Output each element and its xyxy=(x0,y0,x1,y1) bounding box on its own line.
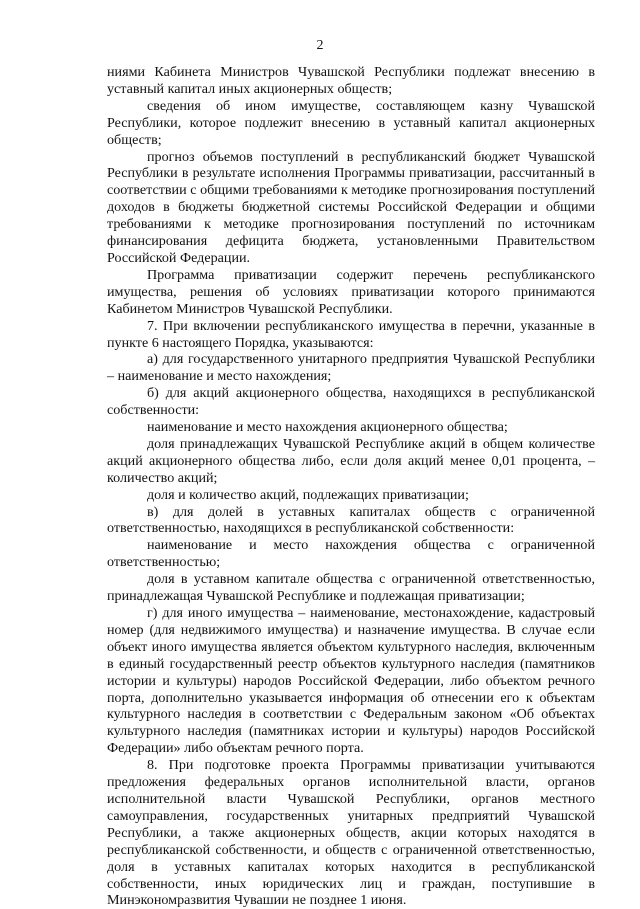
paragraph-llc-share: доля в уставном капитале общества с ограниченной ответственностью, принадлежащая Чувашской Республике и подлежащая приватизации; xyxy=(107,571,595,605)
paragraph-llc-name: наименование и место нахождения общества с ограниченной ответственностью; xyxy=(107,537,595,571)
document-body xyxy=(107,64,595,909)
paragraph-item-7a: а) для государственного унитарного предприятия Чувашской Республики – наименование и место нахождения; xyxy=(107,351,595,385)
paragraph-item-8: 8. При подготовке проекта Программы приватизации учитываются предложения федеральных органов исполнительной власти, органов исполнительной власти Чувашской Республики, органов местного самоуправления, государственных унитарных предприятий Чувашской Республики, а также акционерных обществ, акции которых находятся в республиканской собственности, и обществ с ограниченной ответственностью, доля в уставных капиталах которых находится в республиканской собственности, иных юридических лиц и граждан, поступившие в Минэкономразвития Чувашии не позднее 1 июня. xyxy=(107,757,595,909)
paragraph-continuation: ниями Кабинета Министров Чувашской Республики подлежат внесению в уставный капитал иных акционерных обществ; xyxy=(107,64,595,97)
paragraph-item-7: 7. При включении республиканского имущества в перечни, указанные в пункте 6 настоящего Порядка, указываются: xyxy=(107,317,595,351)
page-number: 2 xyxy=(316,38,324,53)
paragraph-revenue-forecast: прогноз объемов поступлений в республиканский бюджет Чувашской Республики в результате исполнения Программы приватизации, рассчитанный в соответствии с общими требованиями к методике прогнозирования поступлений доходов в бюджеты бюджетной системы Российской Федерации и общими требованиями к методике прогнозирования поступлений по источникам финансирования дефицита бюджета, установленными Правительством Российской Федерации. xyxy=(107,148,595,266)
paragraph-jsc-share: доля принадлежащих Чувашской Республике акций в общем количестве акций акционерного общества либо, если доля акций менее 0,01 процента, – количество акций; xyxy=(107,435,595,486)
paragraph-program-list: Программа приватизации содержит перечень республиканского имущества, решения об условиях приватизации которого принимаются Кабинетом Министров Чувашской Республики. xyxy=(107,266,595,317)
paragraph-item-7b: б) для акций акционерного общества, находящихся в республиканской собственности: xyxy=(107,385,595,419)
paragraph-jsc-shares-privatized: доля и количество акций, подлежащих приватизации; xyxy=(147,486,469,503)
paragraph-item-7g: г) для иного имущества – наименование, местонахождение, кадастровый номер (для недвижимого имущества) и назначение имущества. В случае если объект иного имущества является объектом культурного наследия, включенным в единый государственный реестр объектов культурного наследия (памятников истории и культуры) народов Российской Федерации, либо объектом речного порта, дополнительно указывается информация об отнесении его к объектам культурного наследия в соответствии с Федеральным законом «Об объектах культурного наследия (памятниках истории и культуры) народов Российской Федерации» либо объектам речного порта. xyxy=(107,605,595,757)
paragraph-treasury-property: сведения об ином имуществе, составляющем казну Чувашской Республики, которое подлежит внесению в уставный капитал акционерных обществ; xyxy=(107,97,595,148)
paragraph-jsc-name: наименование и место нахождения акционерного общества; xyxy=(147,419,508,436)
paragraph-item-7v: в) для долей в уставных капиталах обществ с ограниченной ответственностью, находящихся в республиканской собственности: xyxy=(107,503,595,537)
